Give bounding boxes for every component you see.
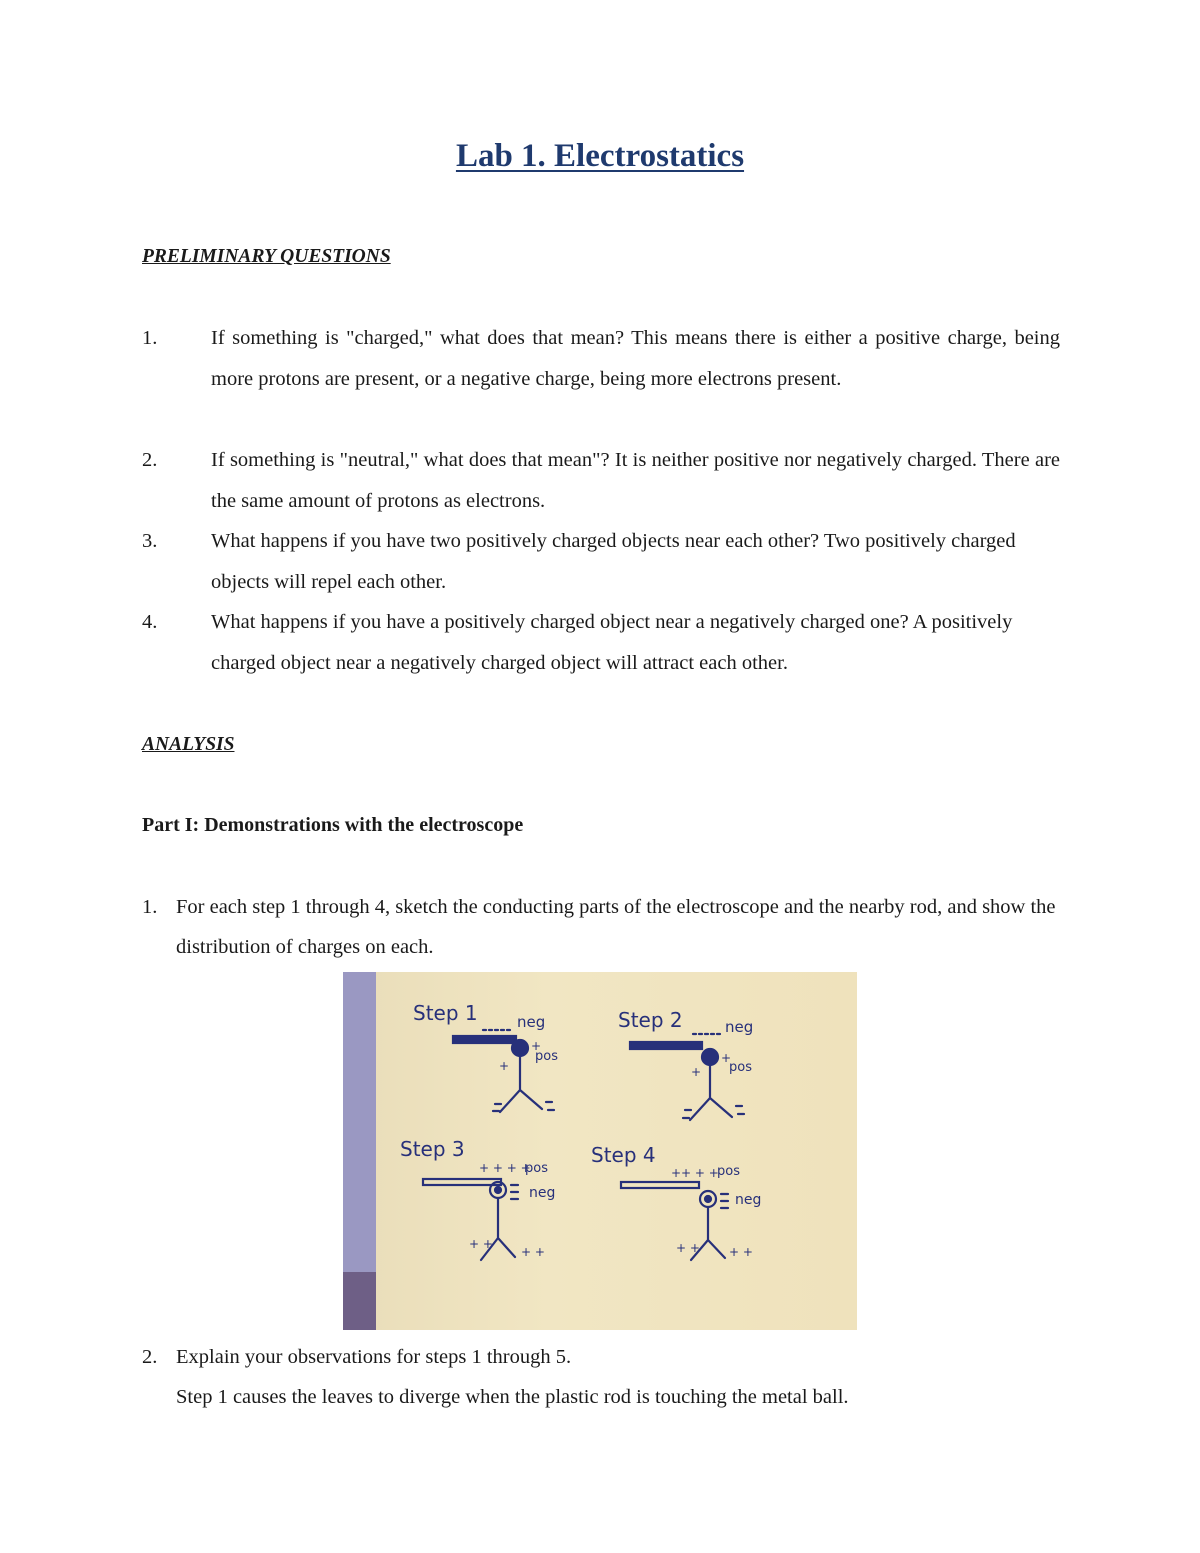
sketch-step-2: [618, 1008, 753, 1120]
negative-charge-marks: [721, 1194, 728, 1208]
analysis-heading: ANALYSIS: [142, 734, 235, 755]
sketch-step-4: [591, 1143, 761, 1260]
step-1-answer: Step 1 causes the leaves to diverge when the plastic rod is touching the metal ball.: [176, 1385, 849, 1408]
item-number: 2.: [142, 1346, 158, 1368]
neg-label: neg: [529, 1185, 556, 1201]
question-number: 4.: [142, 611, 158, 633]
neg-label: neg: [735, 1192, 762, 1208]
svg-text:+ +: + +: [676, 1241, 700, 1255]
svg-text:+: +: [721, 1051, 732, 1065]
pos-label: pos: [729, 1060, 752, 1075]
svg-text:+: +: [531, 1039, 542, 1053]
analysis-item-1: [142, 888, 1060, 967]
svg-text:+ +: + +: [469, 1237, 493, 1251]
pos-label: pos: [717, 1164, 740, 1179]
svg-text:++ + +: ++ + +: [671, 1166, 719, 1180]
charged-rod: [423, 1179, 501, 1185]
item-number: 1.: [142, 896, 158, 918]
charged-rod: [453, 1036, 516, 1043]
step-1-label: Step 1: [413, 1001, 478, 1025]
question-text: If something is "charged," what does that mean? This means there is either a positive charge, being more protons are present, or a negative charge, being more electrons present.: [211, 327, 1060, 390]
item-text: For each step 1 through 4, sketch the conducting parts of the electroscope and the nearby rod, and show the distribution of charges on each.: [176, 896, 1056, 958]
analysis-item-2: [142, 1338, 1060, 1417]
preliminary-questions-heading: PRELIMINARY QUESTIONS: [142, 246, 391, 267]
step-3-label: Step 3: [400, 1137, 465, 1161]
preliminary-question-2: [142, 440, 1060, 521]
neg-label: neg: [517, 1013, 546, 1031]
preliminary-question-1: [142, 318, 1060, 399]
question-text: What happens if you have two positively charged objects near each other? Two positively charged objects will repel each other.: [211, 530, 1016, 593]
sketch-step-3: [400, 1137, 555, 1260]
preliminary-question-3: [142, 521, 1060, 602]
question-number: 3.: [142, 530, 158, 552]
pos-label: pos: [535, 1049, 558, 1064]
step-4-label: Step 4: [591, 1143, 656, 1167]
charged-rod: [630, 1042, 702, 1049]
charged-rod: [621, 1182, 699, 1188]
electroscope-ball: [702, 1049, 718, 1065]
electroscope-sketch-photo: [343, 972, 857, 1330]
electroscope-ball: [512, 1040, 528, 1056]
svg-text:+: +: [691, 1065, 702, 1079]
svg-text:+ + + +: + + + +: [479, 1161, 531, 1175]
svg-text:+ +: + +: [521, 1245, 545, 1259]
item-text: Explain your observations for steps 1 through 5.: [176, 1346, 572, 1368]
svg-text:+: +: [499, 1059, 510, 1073]
question-text: What happens if you have a positively charged object near a negatively charged one? A positively charged object near a negatively charged object will attract each other.: [211, 611, 1013, 674]
neg-label: neg: [725, 1018, 754, 1036]
step-2-label: Step 2: [618, 1008, 683, 1032]
question-number: 1.: [142, 327, 158, 349]
svg-text:+ +: + +: [729, 1245, 753, 1259]
question-text: If something is "neutral," what does that mean"? It is neither positive nor negatively charged. There are the same amount of protons as electrons.: [211, 449, 1060, 512]
sketch-step-1: [413, 1001, 558, 1112]
pos-label: pos: [525, 1161, 548, 1176]
question-number: 2.: [142, 449, 158, 471]
electroscope-sketch: [343, 972, 857, 1330]
negative-charge-marks: [511, 1185, 518, 1199]
part-1-heading: Part I: Demonstrations with the electroscope: [142, 814, 524, 836]
document-title: Lab 1. Electrostatics: [455, 138, 745, 174]
photo-edge-shadow: [343, 1272, 376, 1330]
preliminary-question-4: [142, 602, 1060, 683]
